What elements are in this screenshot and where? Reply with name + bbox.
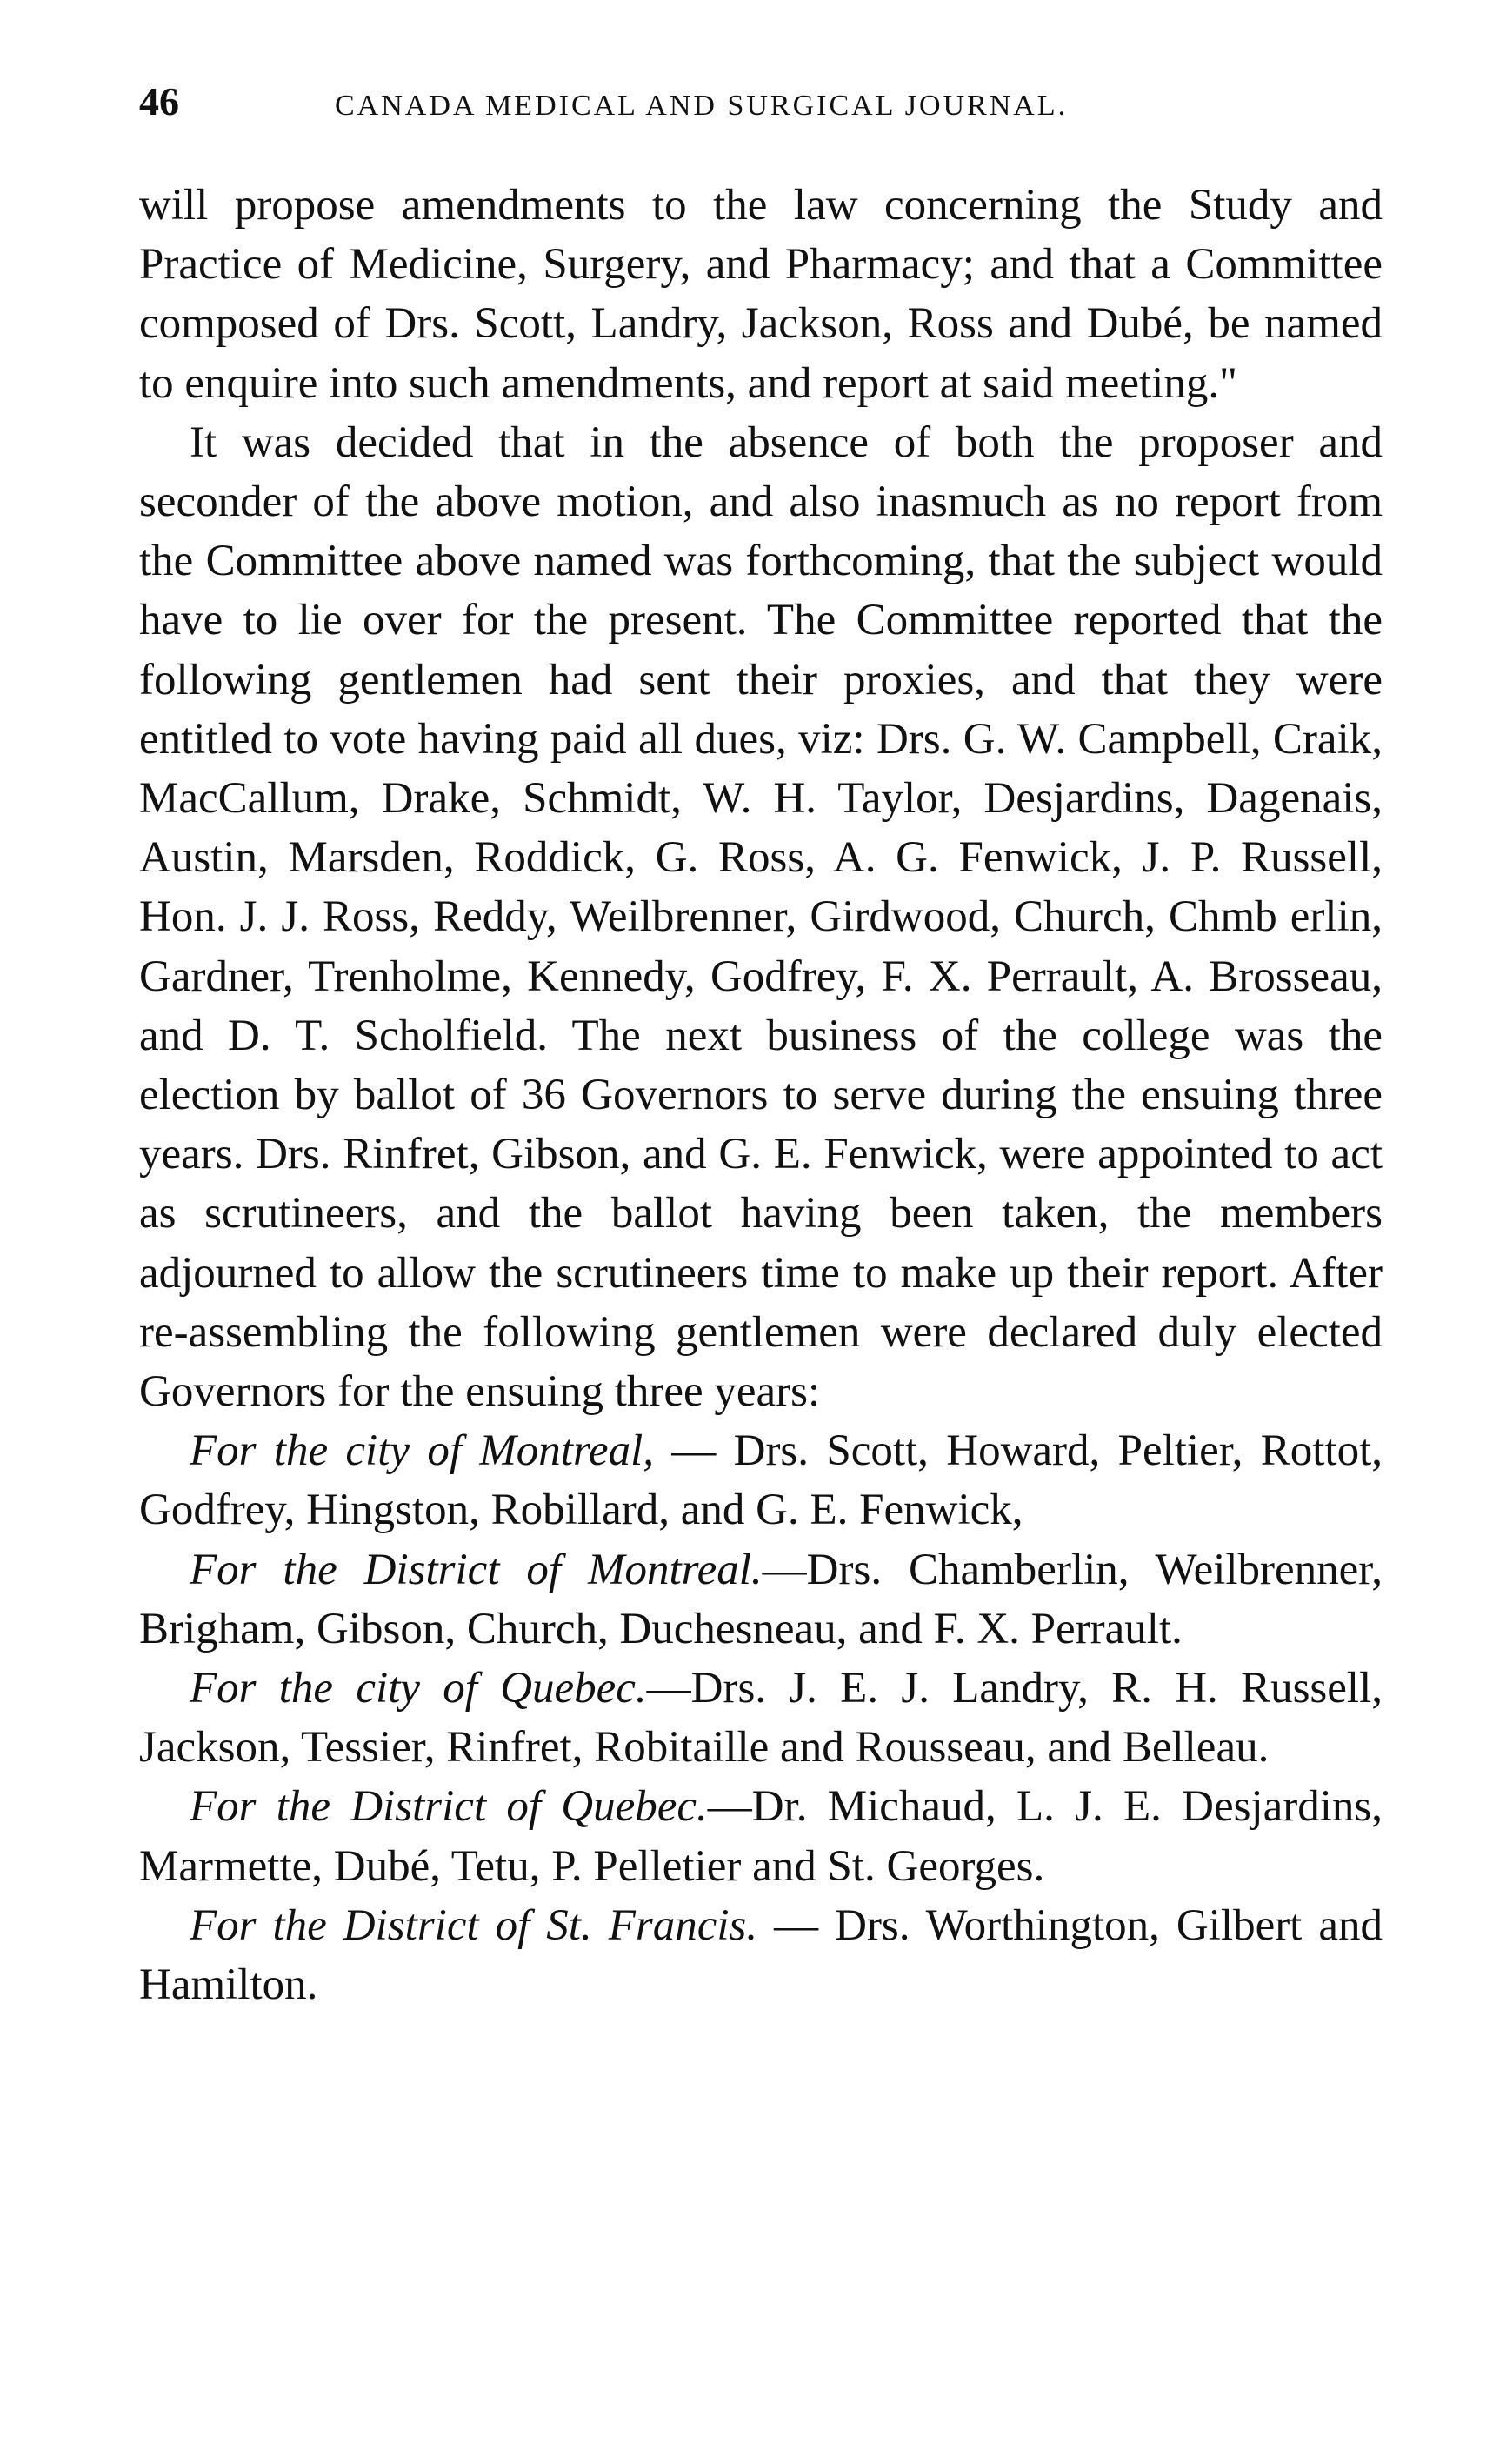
district-heading: For the District of Montreal. bbox=[190, 1545, 763, 1594]
journal-page bbox=[139, 78, 1383, 2014]
governors-city-montreal bbox=[139, 1421, 1383, 1539]
district-members: —Drs. Chamberlin, Weilbrenner, Brigham, Gibson, Church, Duchesneau, and F. X. Perrault. bbox=[139, 1545, 1383, 1653]
governors-district-montreal bbox=[139, 1540, 1383, 1659]
article-body bbox=[139, 176, 1383, 2014]
running-head: CANADA MEDICAL AND SURGICAL JOURNAL. bbox=[335, 90, 1069, 122]
district-heading: For the city of Montreal, bbox=[190, 1426, 654, 1476]
district-members: — Drs. Scott, Howard, Peltier, Rottot, Godfrey, Hingston, Robillard, and G. E. Fenwick, bbox=[139, 1426, 1383, 1535]
district-members: — Drs. Worthington, Gilbert and Hamilton. bbox=[139, 1900, 1383, 2010]
page-header bbox=[139, 78, 1383, 130]
paragraph-continued: will propose amendments to the law concerning the Study and Practice of Medicine, Surgery, and Pharmacy; and that a Committee composed of Drs. Scott, Landry, Jackson, Ross and Dubé, be named to enquire into such amendments, and report at said meeting." bbox=[139, 181, 1383, 408]
governors-district-quebec bbox=[139, 1777, 1383, 1895]
district-heading: For the District of St. Francis. bbox=[190, 1900, 758, 1950]
district-heading: For the District of Quebec. bbox=[190, 1782, 708, 1832]
district-heading: For the city of Quebec. bbox=[190, 1664, 647, 1713]
page-number: 46 bbox=[139, 79, 179, 124]
district-members: —Drs. J. E. J. Landry, R. H. Russell, Jackson, Tessier, Rinfret, Robitaille and Rousseau, and Belleau. bbox=[139, 1664, 1383, 1773]
district-members: —Dr. Michaud, L. J. E. Desjardins, Marmette, Dubé, Tetu, P. Pelletier and St. Georges. bbox=[139, 1782, 1383, 1891]
paragraph-meeting-report: It was decided that in the absence of both the proposer and seconder of the above motion, and also inasmuch as no report from the Committee above named was forthcoming, that the subject would have to lie over for the present. The Committee reported that the following gentlemen had sent their proxies, and that they were entitled to vote having paid all dues, viz: Drs. G. W. Campbell, Craik, MacCallum, Drake, Schmidt, W. H. Taylor, Desjardins, Dagenais, Austin, Marsden, Roddick, G. Ross, A. G. Fenwick, J. P. Russell, Hon. J. J. Ross, Reddy, Weilbrenner, Girdwood, Church, Chmb erlin, Gardner, Trenholme, Kennedy, Godfrey, F. X. Perrault, A. Brosseau, and D. T. Scholfield. The next business of the college was the election by ballot of 36 Governors to serve during the ensuing three years. Drs. Rinfret, Gibson, and G. E. Fenwick, were appointed to act as scrutineers, and the ballot having been taken, the members adjourned to allow the scrutineers time to make up their report. After re-assembling the following gentlemen were declared duly elected Governors for the ensuing three years: bbox=[139, 417, 1383, 1417]
governors-district-st-francis bbox=[139, 1896, 1383, 2014]
governors-city-quebec bbox=[139, 1659, 1383, 1777]
